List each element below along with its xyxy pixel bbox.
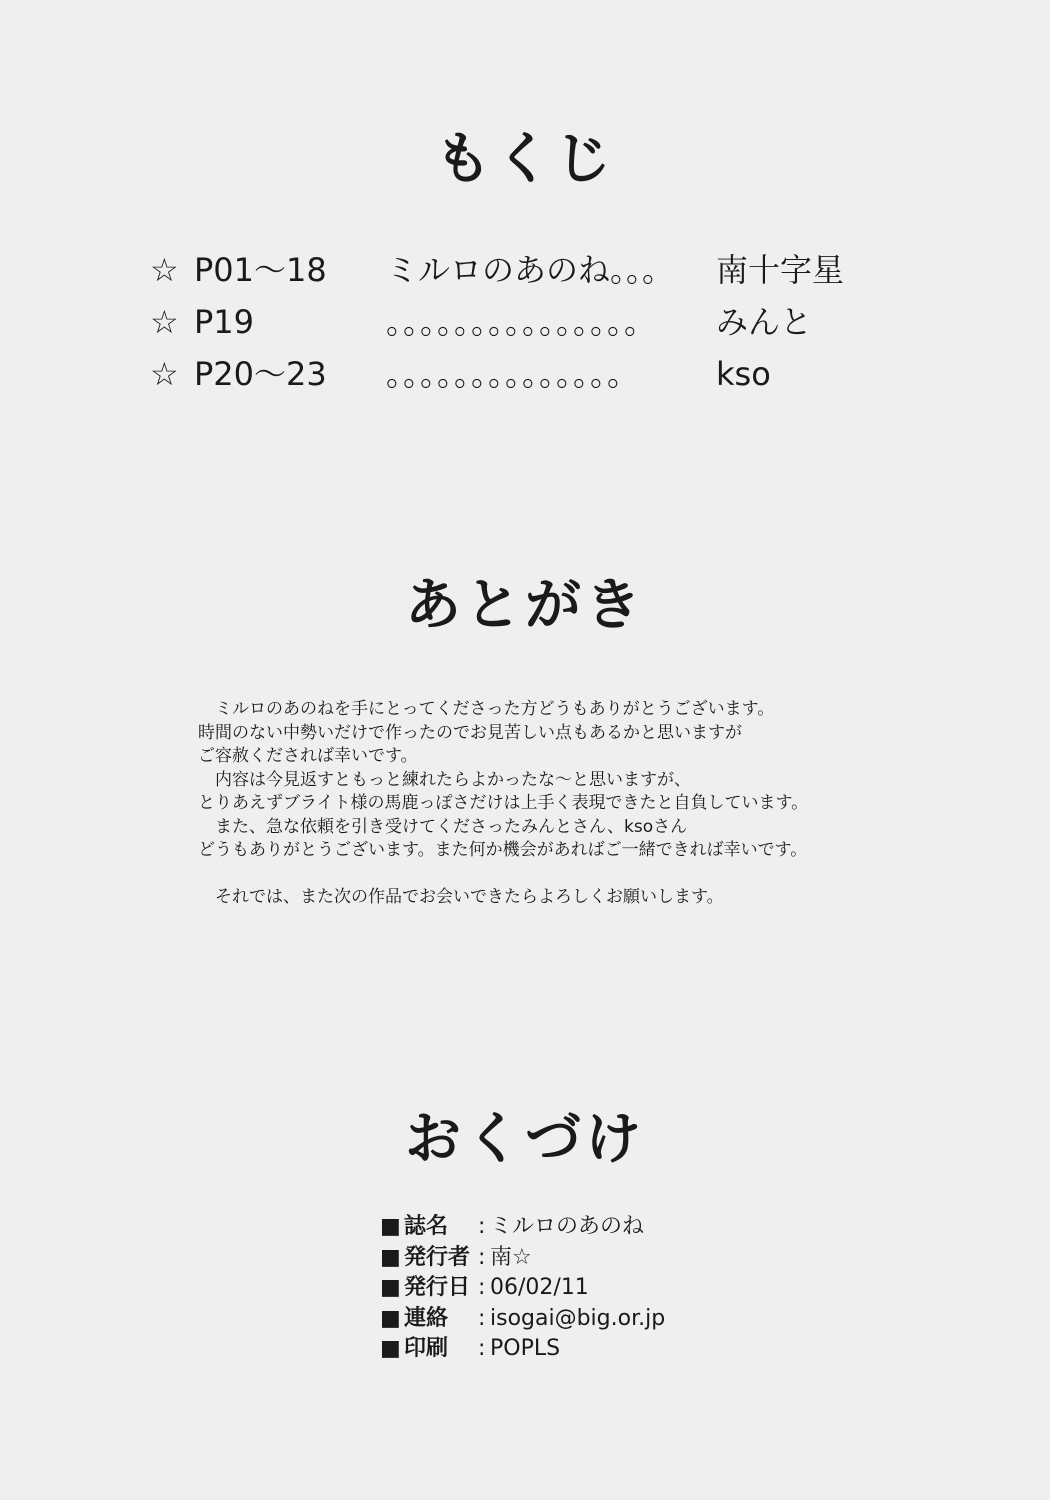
colophon-row-publisher bbox=[380, 1243, 800, 1274]
toc-entry bbox=[150, 348, 910, 400]
toc-pages: P20～23 bbox=[194, 355, 327, 393]
colophon-label: 連絡 bbox=[404, 1305, 449, 1331]
star-icon: ☆ bbox=[150, 355, 179, 393]
colophon-label: 印刷 bbox=[404, 1336, 449, 1361]
colophon-row-printer bbox=[380, 1334, 800, 1365]
toc-author: 南十字星 bbox=[716, 251, 845, 289]
toc-author: みんと bbox=[716, 303, 813, 341]
colophon-label: 発行日 bbox=[404, 1275, 471, 1300]
colophon-row-title bbox=[380, 1212, 800, 1243]
colophon-heading: おくづけ bbox=[405, 1107, 645, 1172]
colophon-separator: : bbox=[478, 1214, 486, 1239]
toc-pages: P19 bbox=[194, 303, 255, 341]
colophon-row-date bbox=[380, 1273, 800, 1304]
toc-entry bbox=[150, 244, 910, 296]
afterword-line bbox=[198, 863, 918, 887]
square-bullet-icon: ■ bbox=[380, 1214, 401, 1239]
toc-entry bbox=[150, 296, 910, 348]
colophon-label: 誌名 bbox=[404, 1214, 449, 1239]
afterword-line: それでは、また次の作品でお会いできたらよろしくお願いします。 bbox=[198, 887, 724, 907]
toc-story-title: ミルロのあのね。。。 bbox=[386, 251, 675, 289]
colophon-value: ミルロのあのね bbox=[490, 1214, 645, 1239]
colophon-value: 06/02/11 bbox=[490, 1275, 589, 1300]
afterword-line: とりあえずブライト様の馬鹿っぽさだけは上手く表現できたと自負しています。 bbox=[198, 793, 809, 813]
afterword-line: ご容赦くだされば幸いです。 bbox=[198, 746, 418, 766]
afterword-line: 時間のない中勢いだけで作ったのでお見苦しい点もあるかと思いますが bbox=[198, 722, 742, 743]
toc-leader: 。。。。。。。。。。。。。。 bbox=[386, 355, 641, 393]
afterword-heading: あとがき bbox=[405, 573, 645, 638]
toc-leader: 。。。。。。。。。。。。。。。 bbox=[386, 303, 658, 341]
square-bullet-icon: ■ bbox=[380, 1336, 401, 1361]
colophon-row-contact bbox=[380, 1304, 800, 1335]
star-icon: ☆ bbox=[150, 303, 179, 341]
square-bullet-icon: ■ bbox=[380, 1275, 401, 1300]
toc-author: kso bbox=[716, 355, 771, 393]
star-icon: ☆ bbox=[150, 251, 179, 289]
afterword-line: 内容は今見返すともっと練れたらよかったな～と思いますが、 bbox=[198, 769, 691, 790]
square-bullet-icon: ■ bbox=[380, 1305, 401, 1331]
colophon-separator: : bbox=[478, 1275, 486, 1300]
colophon-separator: : bbox=[478, 1244, 486, 1270]
colophon-separator: : bbox=[478, 1305, 486, 1331]
afterword-line: どうもありがとうございます。また何か機会があればご一緒できれば幸いです。 bbox=[198, 840, 808, 860]
toc-pages: P01～18 bbox=[194, 251, 327, 289]
afterword-line: ミルロのあのねを手にとってくださった方どうもありがとうございます。 bbox=[198, 699, 775, 719]
afterword-line: また、急な依頼を引き受けてくださったみんとさん、ksoさん bbox=[198, 816, 688, 837]
colophon-value: 南☆ bbox=[490, 1244, 532, 1270]
colophon-list bbox=[380, 1212, 800, 1365]
colophon-value: isogai@big.or.jp bbox=[490, 1305, 666, 1331]
toc-heading: もくじ bbox=[435, 127, 615, 192]
colophon-separator: : bbox=[478, 1336, 486, 1361]
afterword-body bbox=[198, 698, 918, 910]
square-bullet-icon: ■ bbox=[380, 1244, 401, 1270]
colophon-value: POPLS bbox=[490, 1336, 561, 1361]
colophon-label: 発行者 bbox=[404, 1244, 471, 1270]
toc-list bbox=[150, 244, 910, 400]
